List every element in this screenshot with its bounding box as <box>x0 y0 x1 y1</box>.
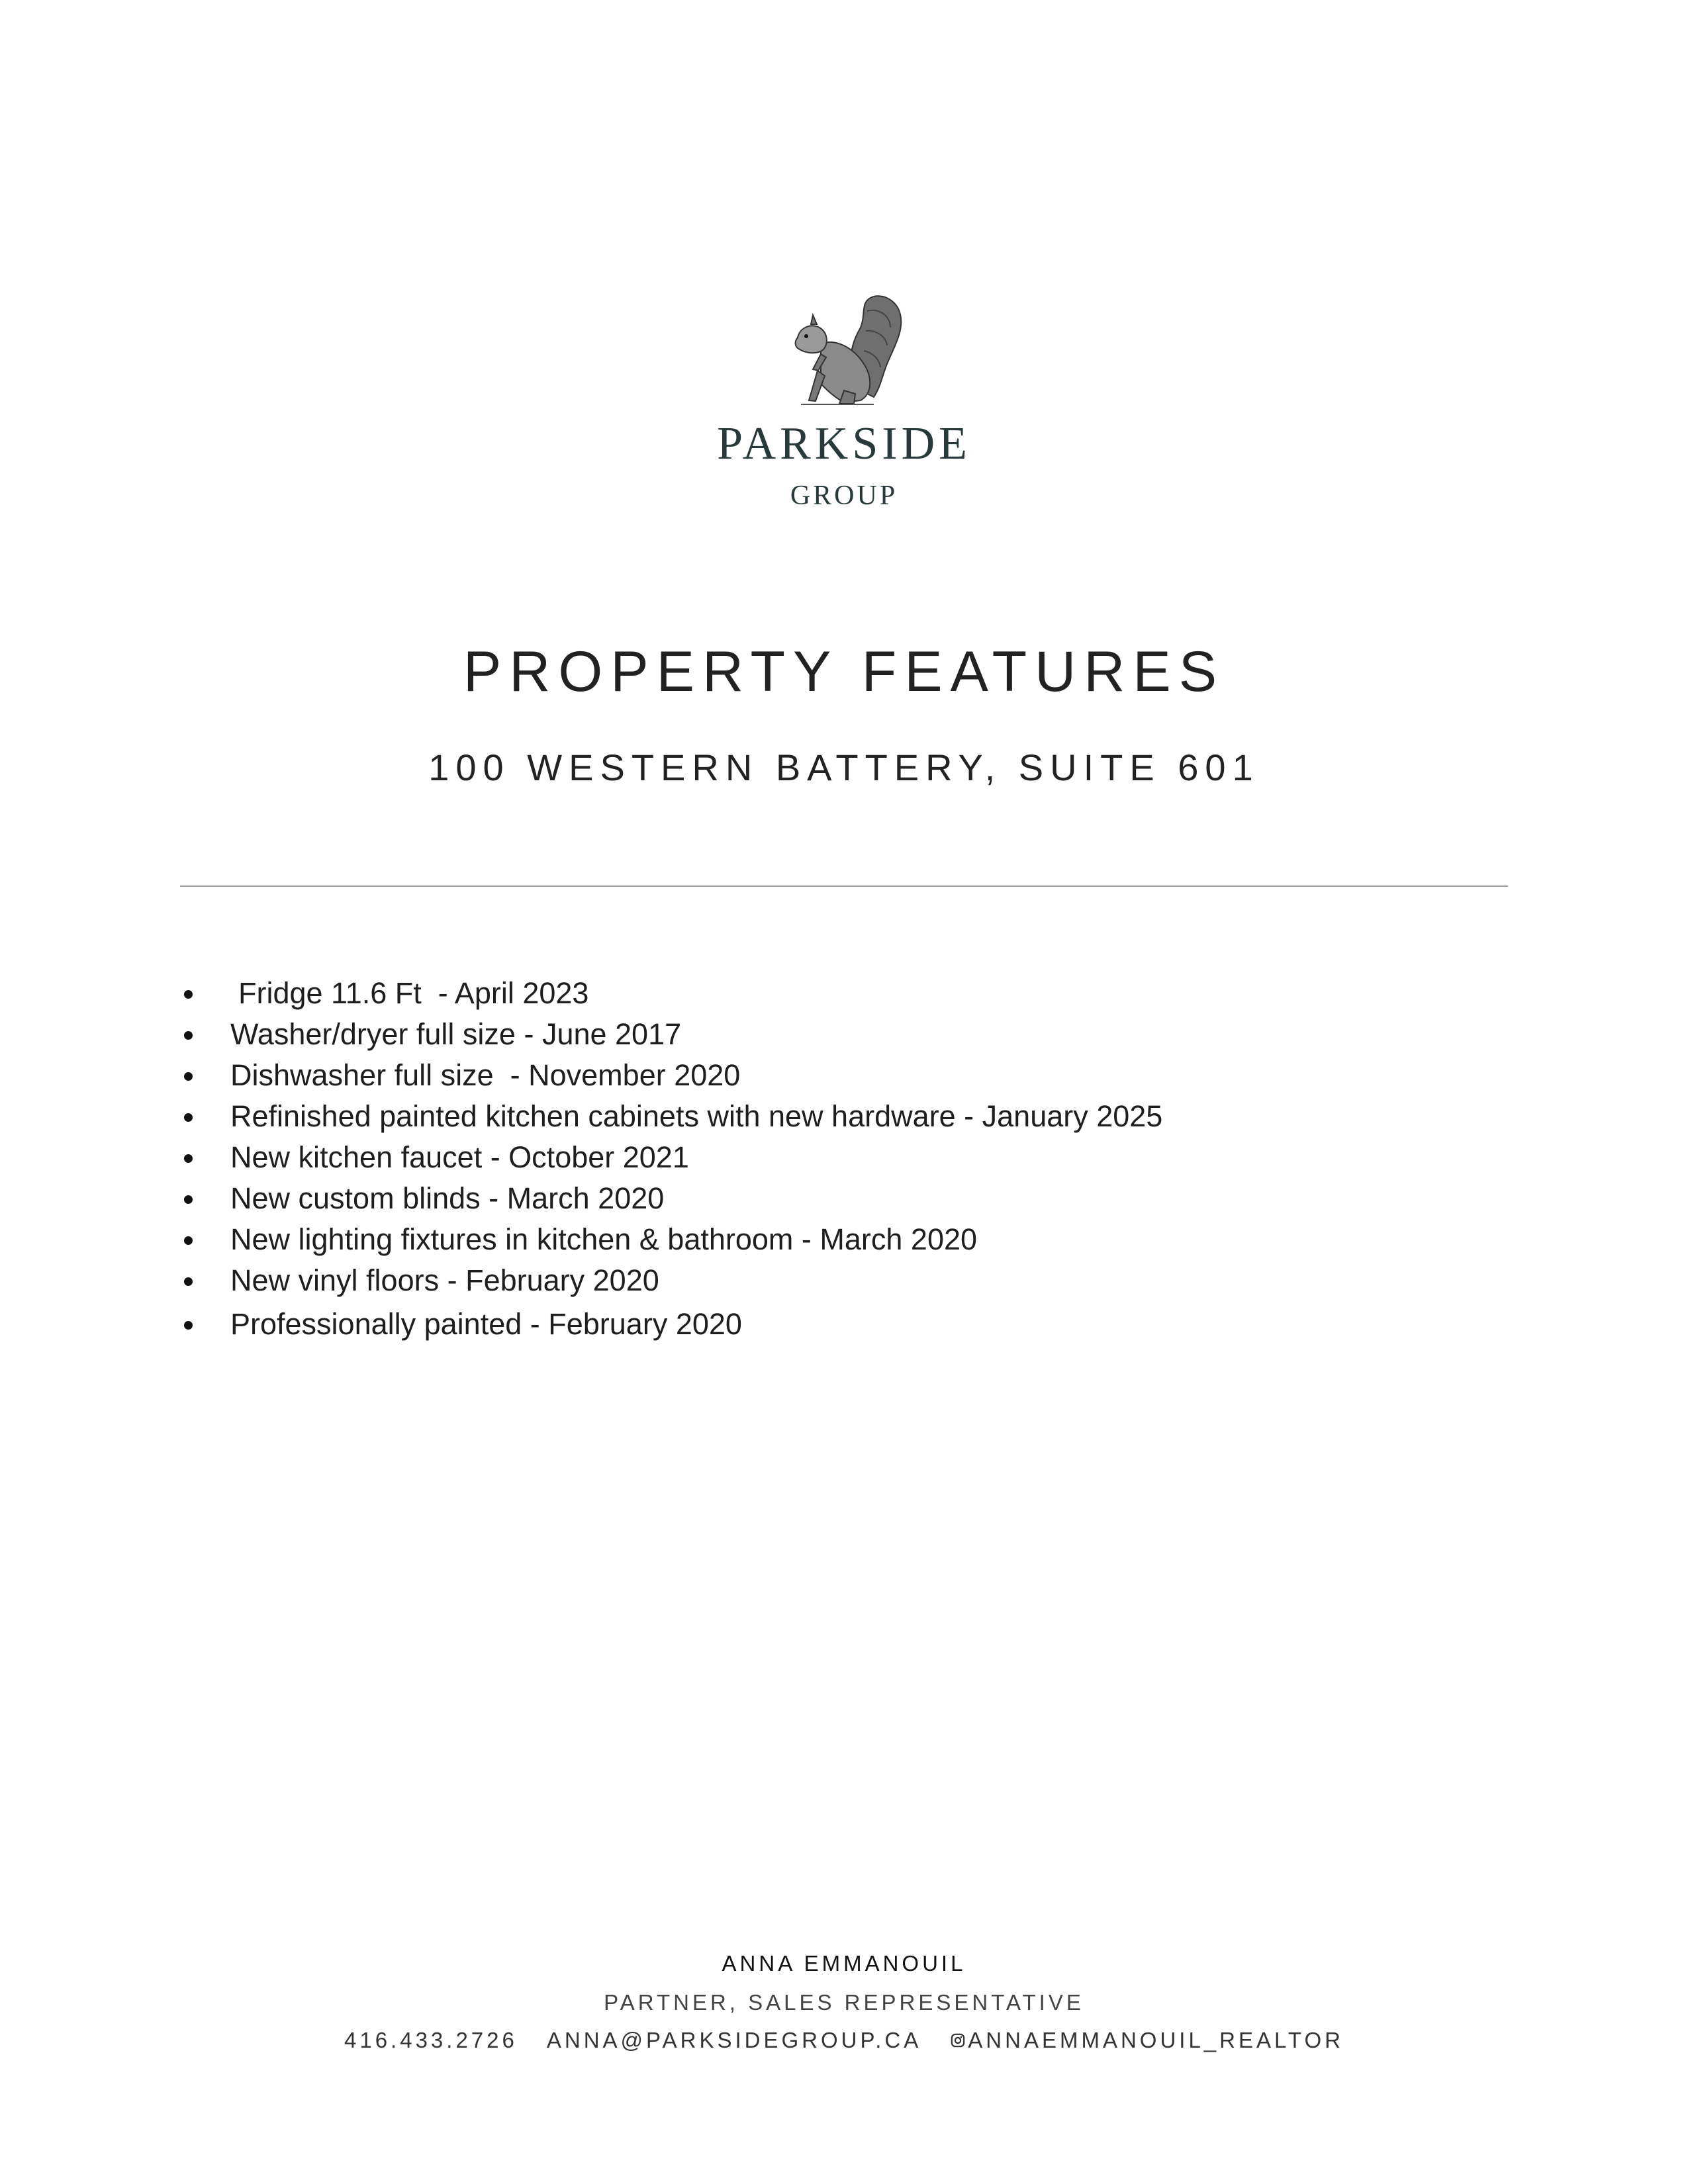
feature-text: New custom blinds - March 2020 <box>230 1181 665 1215</box>
phone-number[interactable]: 416.433.2726 <box>344 2028 518 2052</box>
bullet-icon <box>184 1236 193 1245</box>
agent-name: ANNA EMMANOUIL <box>722 1951 966 1976</box>
list-item <box>180 1055 741 1096</box>
list-item <box>180 1137 689 1178</box>
feature-text: New kitchen faucet - October 2021 <box>230 1140 689 1174</box>
feature-text: Washer/dryer full size - June 2017 <box>230 1017 682 1051</box>
bullet-icon <box>184 1113 193 1122</box>
bullet-icon <box>184 1277 193 1286</box>
feature-text: New lighting fixtures in kitchen & bathroom - March 2020 <box>230 1222 978 1256</box>
bullet-icon <box>184 990 193 999</box>
property-address: 100 WESTERN BATTERY, SUITE 601 <box>428 747 1260 788</box>
email-link[interactable]: ANNA@PARKSIDEGROUP.CA <box>546 2028 922 2052</box>
list-item <box>180 1178 665 1219</box>
list-item <box>180 1260 659 1301</box>
brand-logo <box>0 291 1688 510</box>
list-item <box>180 1304 742 1345</box>
feature-text: Refinished painted kitchen cabinets with new hardware - January 2025 <box>230 1099 1163 1133</box>
page-title: PROPERTY FEATURES <box>463 640 1225 704</box>
bullet-icon <box>184 1195 193 1204</box>
feature-text: Professionally painted - February 2020 <box>230 1307 742 1341</box>
squirrel-logo-icon <box>781 291 907 410</box>
agent-title: PARTNER, SALES REPRESENTATIVE <box>604 1990 1084 2015</box>
brand-name: PARKSIDE <box>717 418 971 469</box>
feature-text: Dishwasher full size - November 2020 <box>230 1058 741 1092</box>
bullet-icon <box>184 1321 193 1330</box>
contact-row <box>0 2029 1688 2051</box>
feature-text: New vinyl floors - February 2020 <box>230 1263 659 1297</box>
list-item <box>180 1219 978 1260</box>
instagram-icon <box>951 2033 965 2048</box>
bullet-icon <box>184 1154 193 1163</box>
brand-subtitle: GROUP <box>790 480 898 511</box>
instagram-handle: ANNAEMMANOUIL_REALTOR <box>968 2028 1344 2052</box>
instagram-link[interactable] <box>951 2029 1344 2051</box>
bullet-icon <box>184 1031 193 1040</box>
features-list <box>180 973 1163 1345</box>
list-item <box>180 973 589 1014</box>
footer <box>0 1952 1688 2051</box>
list-item <box>180 1096 1163 1137</box>
bullet-icon <box>184 1072 193 1081</box>
divider <box>180 886 1508 887</box>
feature-text: Fridge 11.6 Ft - April 2023 <box>238 976 589 1010</box>
list-item <box>180 1014 682 1055</box>
